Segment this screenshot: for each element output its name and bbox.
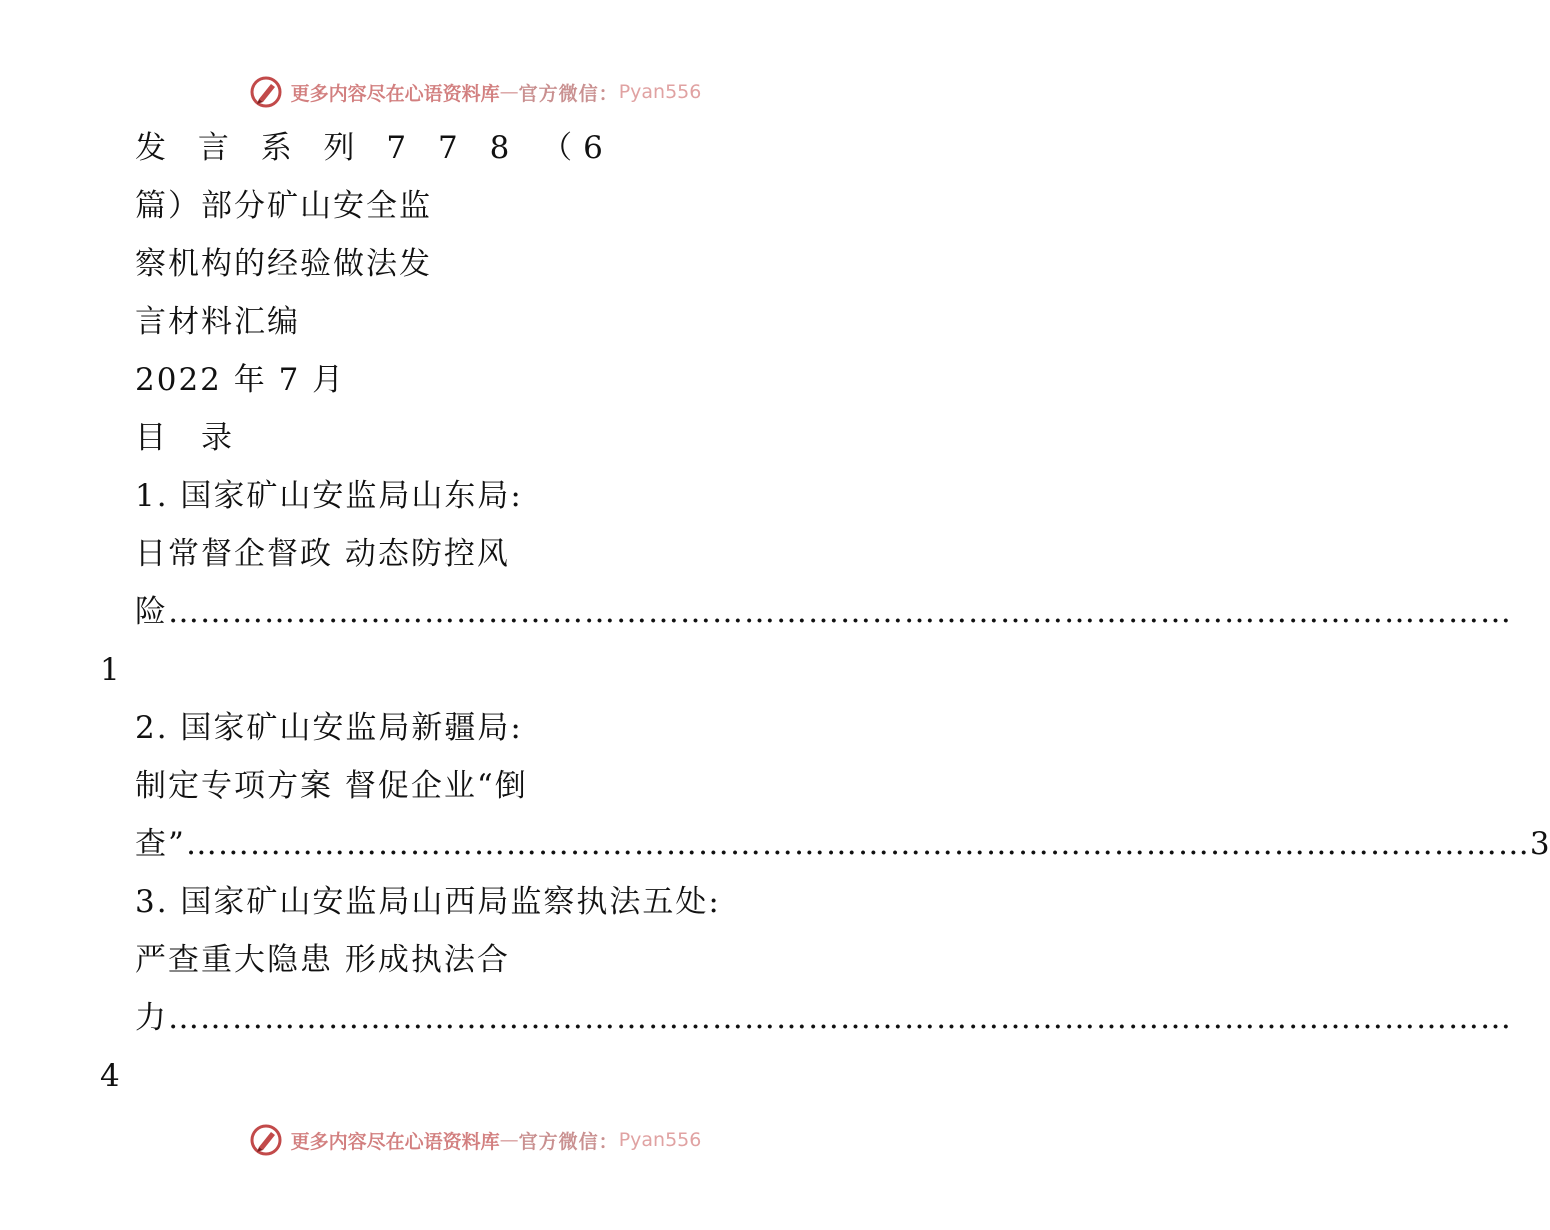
watermark-separator: — [499, 1129, 519, 1151]
watermark-main-text: 更多内容尽在心语资料库 [290, 82, 500, 105]
watermark-header [0, 72, 950, 112]
toc-entry-3-dots: ……………………………………………………………………………………………………………… [168, 1000, 1512, 1036]
toc-entry-2-heading: 2. 国家矿山安监局新疆局: [135, 710, 523, 746]
title-line-1: 发 言 系 列 7 7 8 （6 [135, 130, 614, 166]
title-line-3: 察机构的经验做法发 [135, 246, 432, 282]
toc-entry-1-subtitle: 日常督企督政 动态防控风 [135, 536, 510, 572]
toc-entry-1-page: 1 [100, 652, 122, 688]
watermark-separator: — [499, 81, 519, 103]
toc-heading: 目 录 [135, 420, 234, 456]
toc-entry-1-heading: 1. 国家矿山安监局山东局: [135, 478, 523, 514]
toc-entry-3-page: 4 [100, 1058, 122, 1094]
toc-entry-1-dots: ……………………………………………………………………………………………………………… [168, 594, 1512, 630]
toc-entry-3-subtitle: 严查重大隐患 形成执法合 [135, 942, 510, 978]
title-line-4: 言材料汇编 [135, 304, 300, 340]
toc-entry-1-leader-row [135, 589, 1512, 635]
pen-logo-icon [249, 1123, 283, 1157]
toc-entry-2-last-char: 查” [135, 826, 186, 862]
watermark-footer [0, 1120, 950, 1160]
title-line-2: 篇）部分矿山安全监 [135, 188, 432, 224]
toc-entry-3-heading: 3. 国家矿山安监局山西局监察执法五处: [135, 884, 721, 920]
watermark-wechat-id: Pyan556 [618, 81, 702, 103]
watermark-contact-label: 官方微信： [518, 82, 619, 105]
toc-entry-3-last-char: 力 [135, 1000, 168, 1036]
document-date: 2022 年 7 月 [135, 362, 346, 398]
toc-entry-2-subtitle: 制定专项方案 督促企业“倒 [135, 768, 528, 804]
toc-entry-1-last-char: 险 [135, 594, 168, 630]
toc-entry-2-leader-row [135, 821, 1550, 867]
toc-entry-3-leader-row [135, 995, 1512, 1041]
watermark-contact-label: 官方微信： [518, 1130, 619, 1153]
pen-logo-icon [249, 75, 283, 109]
toc-entry-2-dots: ……………………………………………………………………………………………………………… [185, 826, 1530, 862]
watermark-main-text: 更多内容尽在心语资料库 [290, 1130, 500, 1153]
toc-entry-2-page: 3 [1529, 826, 1550, 862]
watermark-wechat-id: Pyan556 [618, 1129, 702, 1151]
